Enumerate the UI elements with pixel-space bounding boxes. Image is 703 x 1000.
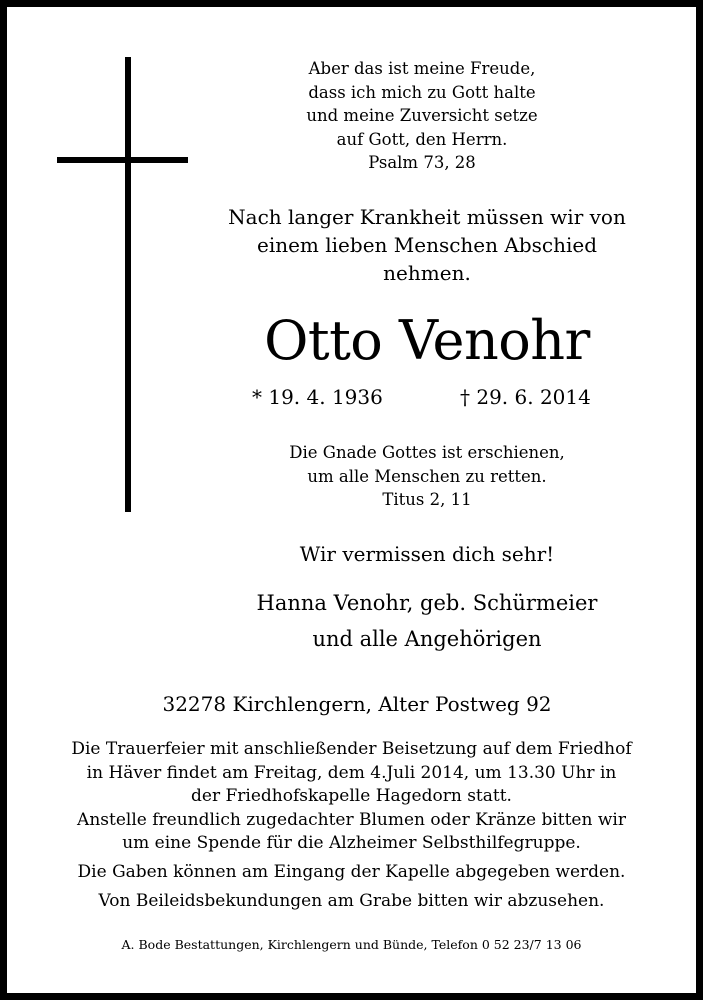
funeral-home-footer: A. Bode Bestattungen, Kirchlengern und Bünde, Telefon 0 52 23/7 13 06 [121,937,582,952]
verse-reference: Titus 2, 11 [382,490,472,509]
mourner-line: Hanna Venohr, geb. Schürmeier [256,591,598,615]
notice-line: Von Beileidsbekundungen am Grabe bitten wir abzusehen. [98,890,605,911]
notice-line: in Häver findet am Freitag, dem 4.Juli 2014, um 13.30 Uhr in [86,762,617,783]
titus-verse [222,441,632,512]
mourner-line: und alle Angehörigen [312,627,542,651]
obituary-card [7,7,696,993]
funeral-notice [22,738,681,913]
miss-message: Wir vermissen dich sehr! [299,542,555,566]
intro-line: nehmen. [383,261,471,285]
death-date: † 29. 6. 2014 [460,385,591,409]
verse-line: um alle Menschen zu retten. [307,466,547,486]
notice-line: Die Trauerfeier mit anschließender Beisetzung auf dem Friedhof [71,739,632,759]
address: 32278 Kirchlengern, Alter Postweg 92 [162,692,552,716]
psalm-verse [247,57,597,175]
verse-line: Die Gnade Gottes ist erschienen, [289,443,565,462]
verse-reference: Psalm 73, 28 [368,153,476,172]
verse-line: dass ich mich zu Gott halte [308,82,536,102]
verse-line: auf Gott, den Herrn. [336,129,508,149]
intro-line: einem lieben Menschen Abschied [256,233,598,257]
notice-line: der Friedhofskapelle Hagedorn statt. [191,786,512,807]
mourners [187,585,667,657]
notice-line: Die Gaben können am Eingang der Kapelle abgegeben werden. [77,861,626,882]
deceased-name: Otto Venohr [264,309,590,372]
notice-line: Anstelle freundlich zugedachter Blumen oder Kränze bitten wir [77,809,626,830]
verse-line: Aber das ist meine Freude, [308,59,536,78]
notice-line: um eine Spende für die Alzheimer Selbsthilfegruppe. [122,833,581,854]
intro-line: Nach langer Krankheit müssen wir von [228,205,626,229]
verse-line: und meine Zuversicht setze [306,106,538,125]
intro-text [177,203,677,287]
cross-icon-horizontal-bar [57,157,188,163]
birth-date: * 19. 4. 1936 [252,385,383,409]
cross-icon-vertical-bar [125,57,131,512]
